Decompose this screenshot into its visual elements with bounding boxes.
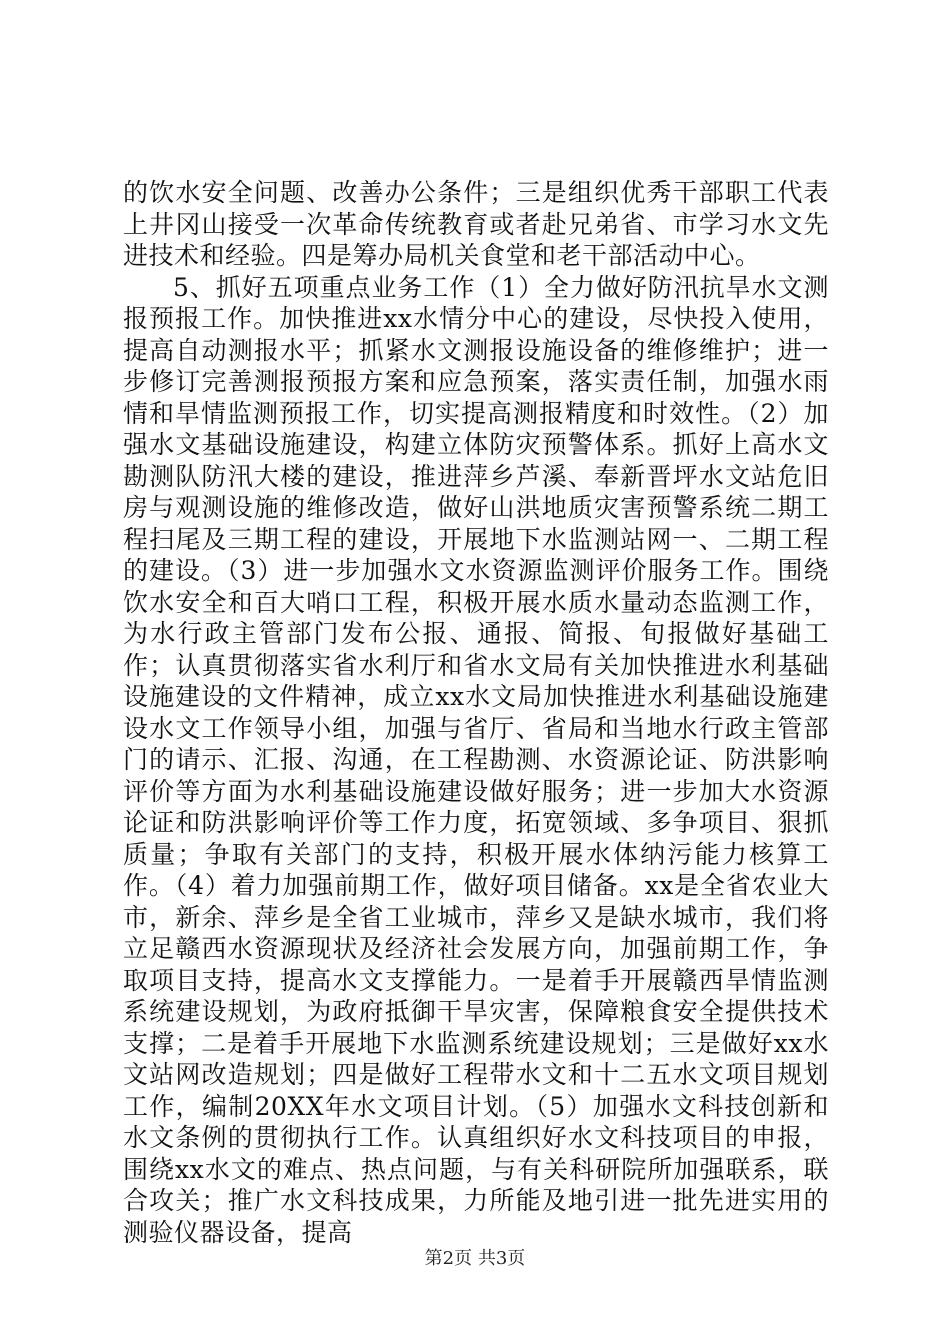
document-body (123, 177, 829, 1248)
paragraph-key-tasks: 5、抓好五项重点业务工作（1）全力做好防汛抗旱水文测报预报工作。加快推进xx水情分中心的建设，尽快投入使用，提高自动测报水平；抓紧水文测报设施设备的维修维护；进一步修订完善测报预报方案和应急预案，落实责任制，加强水雨情和旱情监测预报工作，切实提高测报精度和时效性。（2）加强水文基础设施建设，构建立体防灾预警体系。抓好上高水文勘测队防汛大楼的建设，推进萍乡芦溪、奉新晋坪水文站危旧房与观测设施的维修改造，做好山洪地质灾害预警系统二期工程扫尾及三期工程的建设，开展地下水监测站网一、二期工程的建设。（3）进一步加强水文水资源监测评价服务工作。围绕饮水安全和百大哨口工程，积极开展水质水量动态监测工作，为水行政主管部门发布公报、通报、简报、旬报做好基础工作；认真贯彻落实省水利厅和省水文局有关加快推进水利基础设施建设的文件精神，成立xx水文局加快推进水利基础设施建设水文工作领导小组，加强与省厅、省局和当地水行政主管部门的请示、汇报、沟通，在工程勘测、水资源论证、防洪影响评价等方面为水利基础设施建设做好服务；进一步加大水资源论证和防洪影响评价等工作力度，拓宽领域、多争项目、狠抓质量；争取有关部门的支持，积极开展水体纳污能力核算工作。（4）着力加强前期工作，做好项目储备。xx是全省农业大市，新余、萍乡是全省工业城市，萍乡又是缺水城市，我们将立足赣西水资源现状及经济社会发展方向，加强前期工作，争取项目支持，提高水文支撑能力。一是着手开展赣西旱情监测系统建设规划，为政府抵御干旱灾害，保障粮食安全提供技术支撑；二是着手开展地下水监测系统建设规划；三是做好xx水文站网改造规划；四是做好工程带水文和十二五水文项目规划工作，编制20XX年水文项目计划。（5）加强水文科技创新和水文条例的贯彻执行工作。认真组织好水文科技项目的申报，围绕xx水文的难点、热点问题，与有关科研院所加强联系，联合攻关；推广水文科技成果，力所能及地引进一批先进实用的测验仪器设备，提高 (123, 272, 829, 1247)
paragraph-continued: 的饮水安全问题、改善办公条件；三是组织优秀干部职工代表上井冈山接受一次革命传统教育或者赴兄弟省、市学习水文先进技术和经验。四是筹办局机关食堂和老干部活动中心。 (123, 178, 829, 270)
page-number-footer: 第2页 共3页 (424, 1248, 526, 1269)
